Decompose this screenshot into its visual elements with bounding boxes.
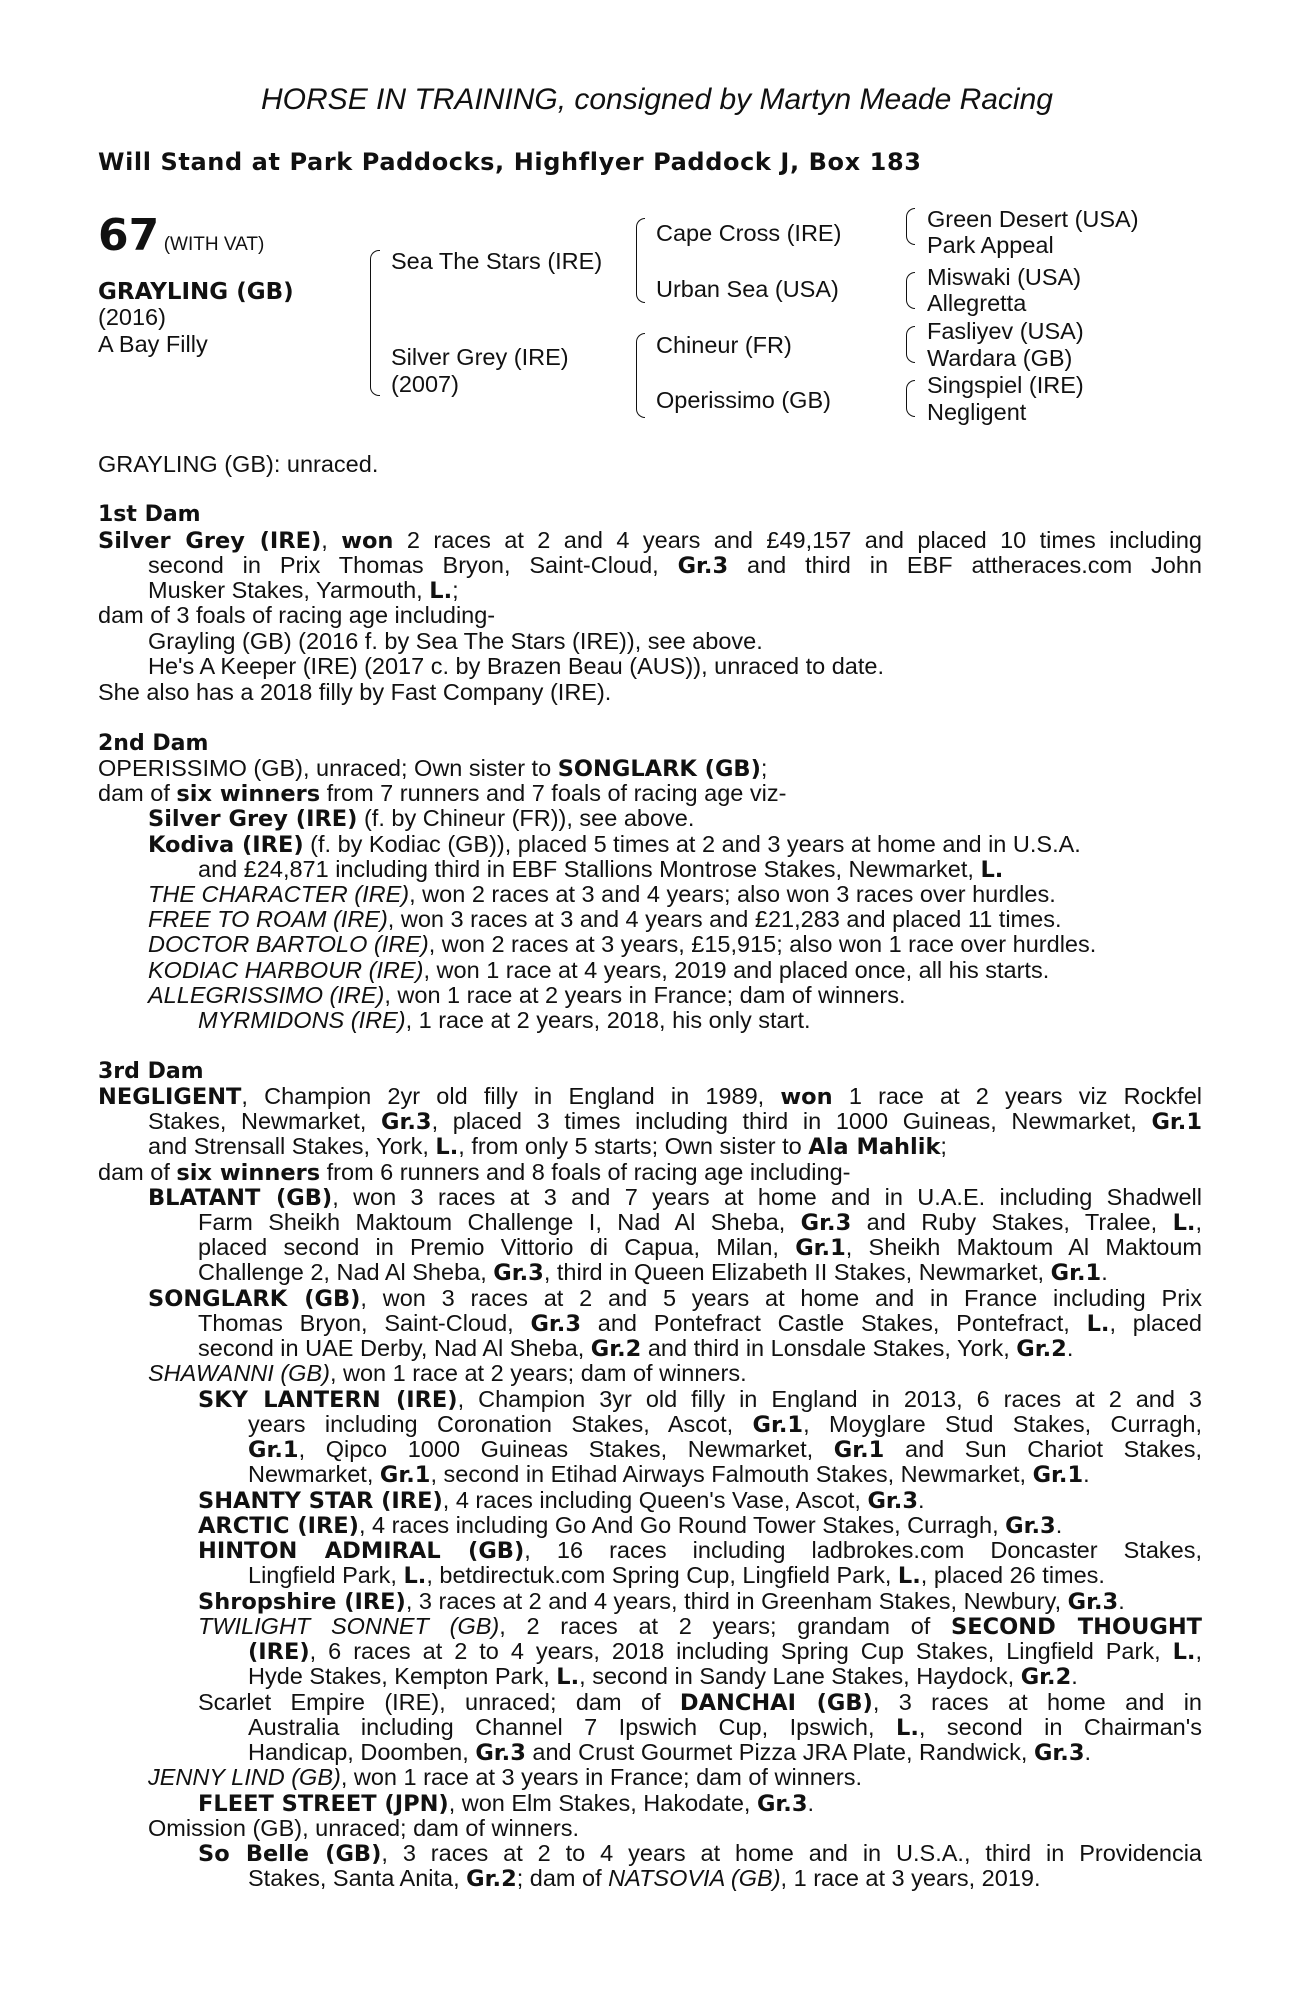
pedigree-brace [636, 260, 645, 303]
list-item: He's A Keeper (IRE) (2017 c. by Brazen Beau (AUS)), unraced to date. [148, 653, 884, 679]
pedigree-brace [370, 330, 380, 396]
lot-header [98, 210, 264, 261]
lot-number: 67 [98, 210, 160, 261]
pedigree-brace [636, 218, 645, 261]
list-item: TWILIGHT SONNET (GB), 2 races at 2 years; grandam of SECOND THOUGHT [198, 1613, 1202, 1640]
pedigree-g3-6: Wardara (GB) [927, 345, 1073, 371]
text-line: Silver Grey (IRE), won 2 races at 2 and 4 years and £49,157 and placed 10 times including [98, 527, 1202, 554]
text-line: (IRE), 6 races at 2 to 4 years, 2018 including Spring Cup Stakes, Lingfield Park, L., [248, 1638, 1202, 1665]
text-line: Newmarket, Gr.1, second in Etihad Airways Falmouth Stakes, Newmarket, Gr.1. [248, 1461, 1090, 1488]
pedigree-dam-dam: Operissimo (GB) [656, 387, 831, 413]
list-item: ALLEGRISSIMO (IRE), won 1 race at 2 years in France; dam of winners. [148, 982, 906, 1008]
stand-location: Will Stand at Park Paddocks, Highflyer Paddock J, Box 183 [98, 148, 922, 176]
list-item: SONGLARK (GB), won 3 races at 2 and 5 years at home and in France including Prix [148, 1285, 1202, 1312]
text-line: placed second in Premio Vittorio di Capua, Milan, Gr.1, Sheikh Maktoum Al Maktoum [198, 1234, 1202, 1261]
pedigree-brace [636, 333, 645, 376]
list-item: Shropshire (IRE), 3 races at 2 and 4 years, third in Greenham Stakes, Newbury, Gr.3. [198, 1588, 1125, 1615]
text-line: Lingfield Park, L., betdirectuk.com Spring Cup, Lingfield Park, L., placed 26 times. [248, 1562, 1105, 1589]
text-line: Australia including Channel 7 Ipswich Cup, Ipswich, L., second in Chairman's [248, 1714, 1202, 1741]
text-line: years including Coronation Stakes, Ascot, Gr.1, Moyglare Stud Stakes, Curragh, [248, 1411, 1202, 1438]
pedigree-brace [906, 398, 915, 417]
list-item: BLATANT (GB), won 3 races at 3 and 7 years at home and in U.A.E. including Shadwell [148, 1184, 1203, 1211]
text-line: dam of six winners from 7 runners and 7 foals of racing age viz- [98, 780, 787, 807]
list-item: Grayling (GB) (2016 f. by Sea The Stars (IRE)), see above. [148, 628, 763, 654]
list-item: Omission (GB), unraced; dam of winners. [148, 1815, 579, 1841]
pedigree-brace [906, 326, 915, 345]
pedigree-sire-sire: Cape Cross (IRE) [656, 220, 842, 246]
pedigree-brace [906, 208, 915, 227]
list-item: HINTON ADMIRAL (GB), 16 races including ladbrokes.com Doncaster Stakes, [198, 1537, 1202, 1564]
list-item: Scarlet Empire (IRE), unraced; dam of DANCHAI (GB), 3 races at home and in [198, 1689, 1202, 1716]
text-line: Challenge 2, Nad Al Sheba, Gr.3, third in Queen Elizabeth II Stakes, Newmarket, Gr.1. [198, 1259, 1108, 1286]
list-item: Kodiva (IRE) (f. by Kodiac (GB)), placed 5 times at 2 and 3 years at home and in U.S.A. [148, 831, 1081, 858]
pedigree-brace [906, 344, 915, 363]
text-line: Stakes, Santa Anita, Gr.2; dam of NATSOVIA (GB), 1 race at 3 years, 2019. [248, 1865, 1041, 1892]
text-line: Handicap, Doomben, Gr.3 and Crust Gourmet Pizza JRA Plate, Randwick, Gr.3. [248, 1739, 1092, 1766]
list-item: FREE TO ROAM (IRE), won 3 races at 3 and 4 years and £21,283 and placed 11 times. [148, 906, 1062, 932]
text-line: Farm Sheikh Maktoum Challenge I, Nad Al Sheba, Gr.3 and Ruby Stakes, Tralee, L., [198, 1209, 1202, 1236]
text-line: NEGLIGENT, Champion 2yr old filly in England in 1989, won 1 race at 2 years viz Rockfel [98, 1083, 1202, 1110]
pedigree-sire: Sea The Stars (IRE) [391, 248, 603, 274]
pedigree-g3-1: Green Desert (USA) [927, 206, 1139, 232]
list-item: Silver Grey (IRE) (f. by Chineur (FR)), see above. [148, 805, 695, 832]
list-item: SKY LANTERN (IRE), Champion 3yr old filly in England in 2013, 6 races at 2 and 3 [198, 1386, 1202, 1413]
horse-description: A Bay Filly [98, 331, 208, 357]
text-line: Thomas Bryon, Saint-Cloud, Gr.3 and Pontefract Castle Stakes, Pontefract, L., placed [198, 1310, 1202, 1337]
list-item: So Belle (GB), 3 races at 2 to 4 years at home and in U.S.A., third in Providencia [198, 1840, 1202, 1867]
horse-year: (2016) [98, 304, 166, 330]
text-line: Hyde Stakes, Kempton Park, L., second in Sandy Lane Stakes, Haydock, Gr.2. [248, 1663, 1078, 1690]
list-item: MYRMIDONS (IRE), 1 race at 2 years, 2018, his only start. [198, 1007, 811, 1033]
text-line: Musker Stakes, Yarmouth, L.; [148, 577, 459, 604]
pedigree-brace [636, 375, 645, 418]
pedigree-brace [370, 250, 380, 331]
pedigree-dam: Silver Grey (IRE) [391, 344, 569, 370]
text-line: second in Prix Thomas Bryon, Saint-Cloud, Gr.3 and third in EBF attheraces.com John [148, 552, 1202, 579]
list-item: FLEET STREET (JPN), won Elm Stakes, Hakodate, Gr.3. [198, 1790, 815, 1817]
pedigree-g3-5: Fasliyev (USA) [927, 318, 1084, 344]
list-item: SHAWANNI (GB), won 1 race at 2 years; dam of winners. [148, 1360, 747, 1386]
text-line: OPERISSIMO (GB), unraced; Own sister to SONGLARK (GB); [98, 755, 768, 782]
text-line: Gr.1, Qipco 1000 Guineas Stakes, Newmarket, Gr.1 and Sun Chariot Stakes, [248, 1436, 1202, 1463]
text-line: second in UAE Derby, Nad Al Sheba, Gr.2 and third in Lonsdale Stakes, York, Gr.2. [198, 1335, 1074, 1362]
list-item: JENNY LIND (GB), won 1 race at 3 years in France; dam of winners. [148, 1764, 862, 1790]
section-title: 2nd Dam [98, 731, 209, 756]
list-item: SHANTY STAR (IRE), 4 races including Queen's Vase, Ascot, Gr.3. [198, 1487, 925, 1514]
section-title: 3rd Dam [98, 1059, 204, 1084]
text-line: and Strensall Stakes, York, L., from only 5 starts; Own sister to Ala Mahlik; [148, 1133, 947, 1160]
list-item: KODIAC HARBOUR (IRE), won 1 race at 4 years, 2019 and placed once, all his starts. [148, 957, 1050, 983]
pedigree-g3-3: Miswaki (USA) [927, 264, 1082, 290]
list-item: DOCTOR BARTOLO (IRE), won 2 races at 3 years, £15,915; also won 1 race over hurdles. [148, 931, 1097, 957]
text-line: Stakes, Newmarket, Gr.3, placed 3 times including third in 1000 Guineas, Newmarket, Gr.1 [148, 1108, 1202, 1135]
pedigree-dam-year: (2007) [391, 371, 459, 397]
text-line: and £24,871 including third in EBF Stallions Montrose Stakes, Newmarket, L. [198, 856, 1004, 883]
section-title: 1st Dam [98, 502, 201, 527]
horse-name: GRAYLING (GB) [98, 279, 294, 305]
pedigree-g3-8: Negligent [927, 399, 1027, 425]
pedigree-brace [906, 290, 915, 309]
text-line: dam of 3 foals of racing age including- [98, 602, 496, 628]
list-item: ARCTIC (IRE), 4 races including Go And Go Round Tower Stakes, Curragh, Gr.3. [198, 1512, 1063, 1539]
list-item: THE CHARACTER (IRE), won 2 races at 3 and 4 years; also won 3 races over hurdles. [148, 881, 1056, 907]
pedigree-brace [906, 272, 915, 291]
pedigree-g3-4: Allegretta [927, 290, 1027, 316]
pedigree-g3-2: Park Appeal [927, 232, 1054, 258]
text-line: dam of six winners from 6 runners and 8 foals of racing age including- [98, 1159, 851, 1186]
lot-vat: (WITH VAT) [163, 234, 265, 255]
text-line: She also has a 2018 filly by Fast Company (IRE). [98, 679, 612, 705]
pedigree-brace [906, 380, 915, 399]
pedigree-sire-dam: Urban Sea (USA) [656, 276, 839, 302]
page-title: HORSE IN TRAINING, consigned by Martyn Meade Racing [261, 83, 1053, 116]
race-record: GRAYLING (GB): unraced. [98, 451, 379, 477]
pedigree-dam-sire: Chineur (FR) [656, 332, 792, 358]
pedigree-g3-7: Singspiel (IRE) [927, 372, 1084, 398]
pedigree-brace [906, 226, 915, 245]
